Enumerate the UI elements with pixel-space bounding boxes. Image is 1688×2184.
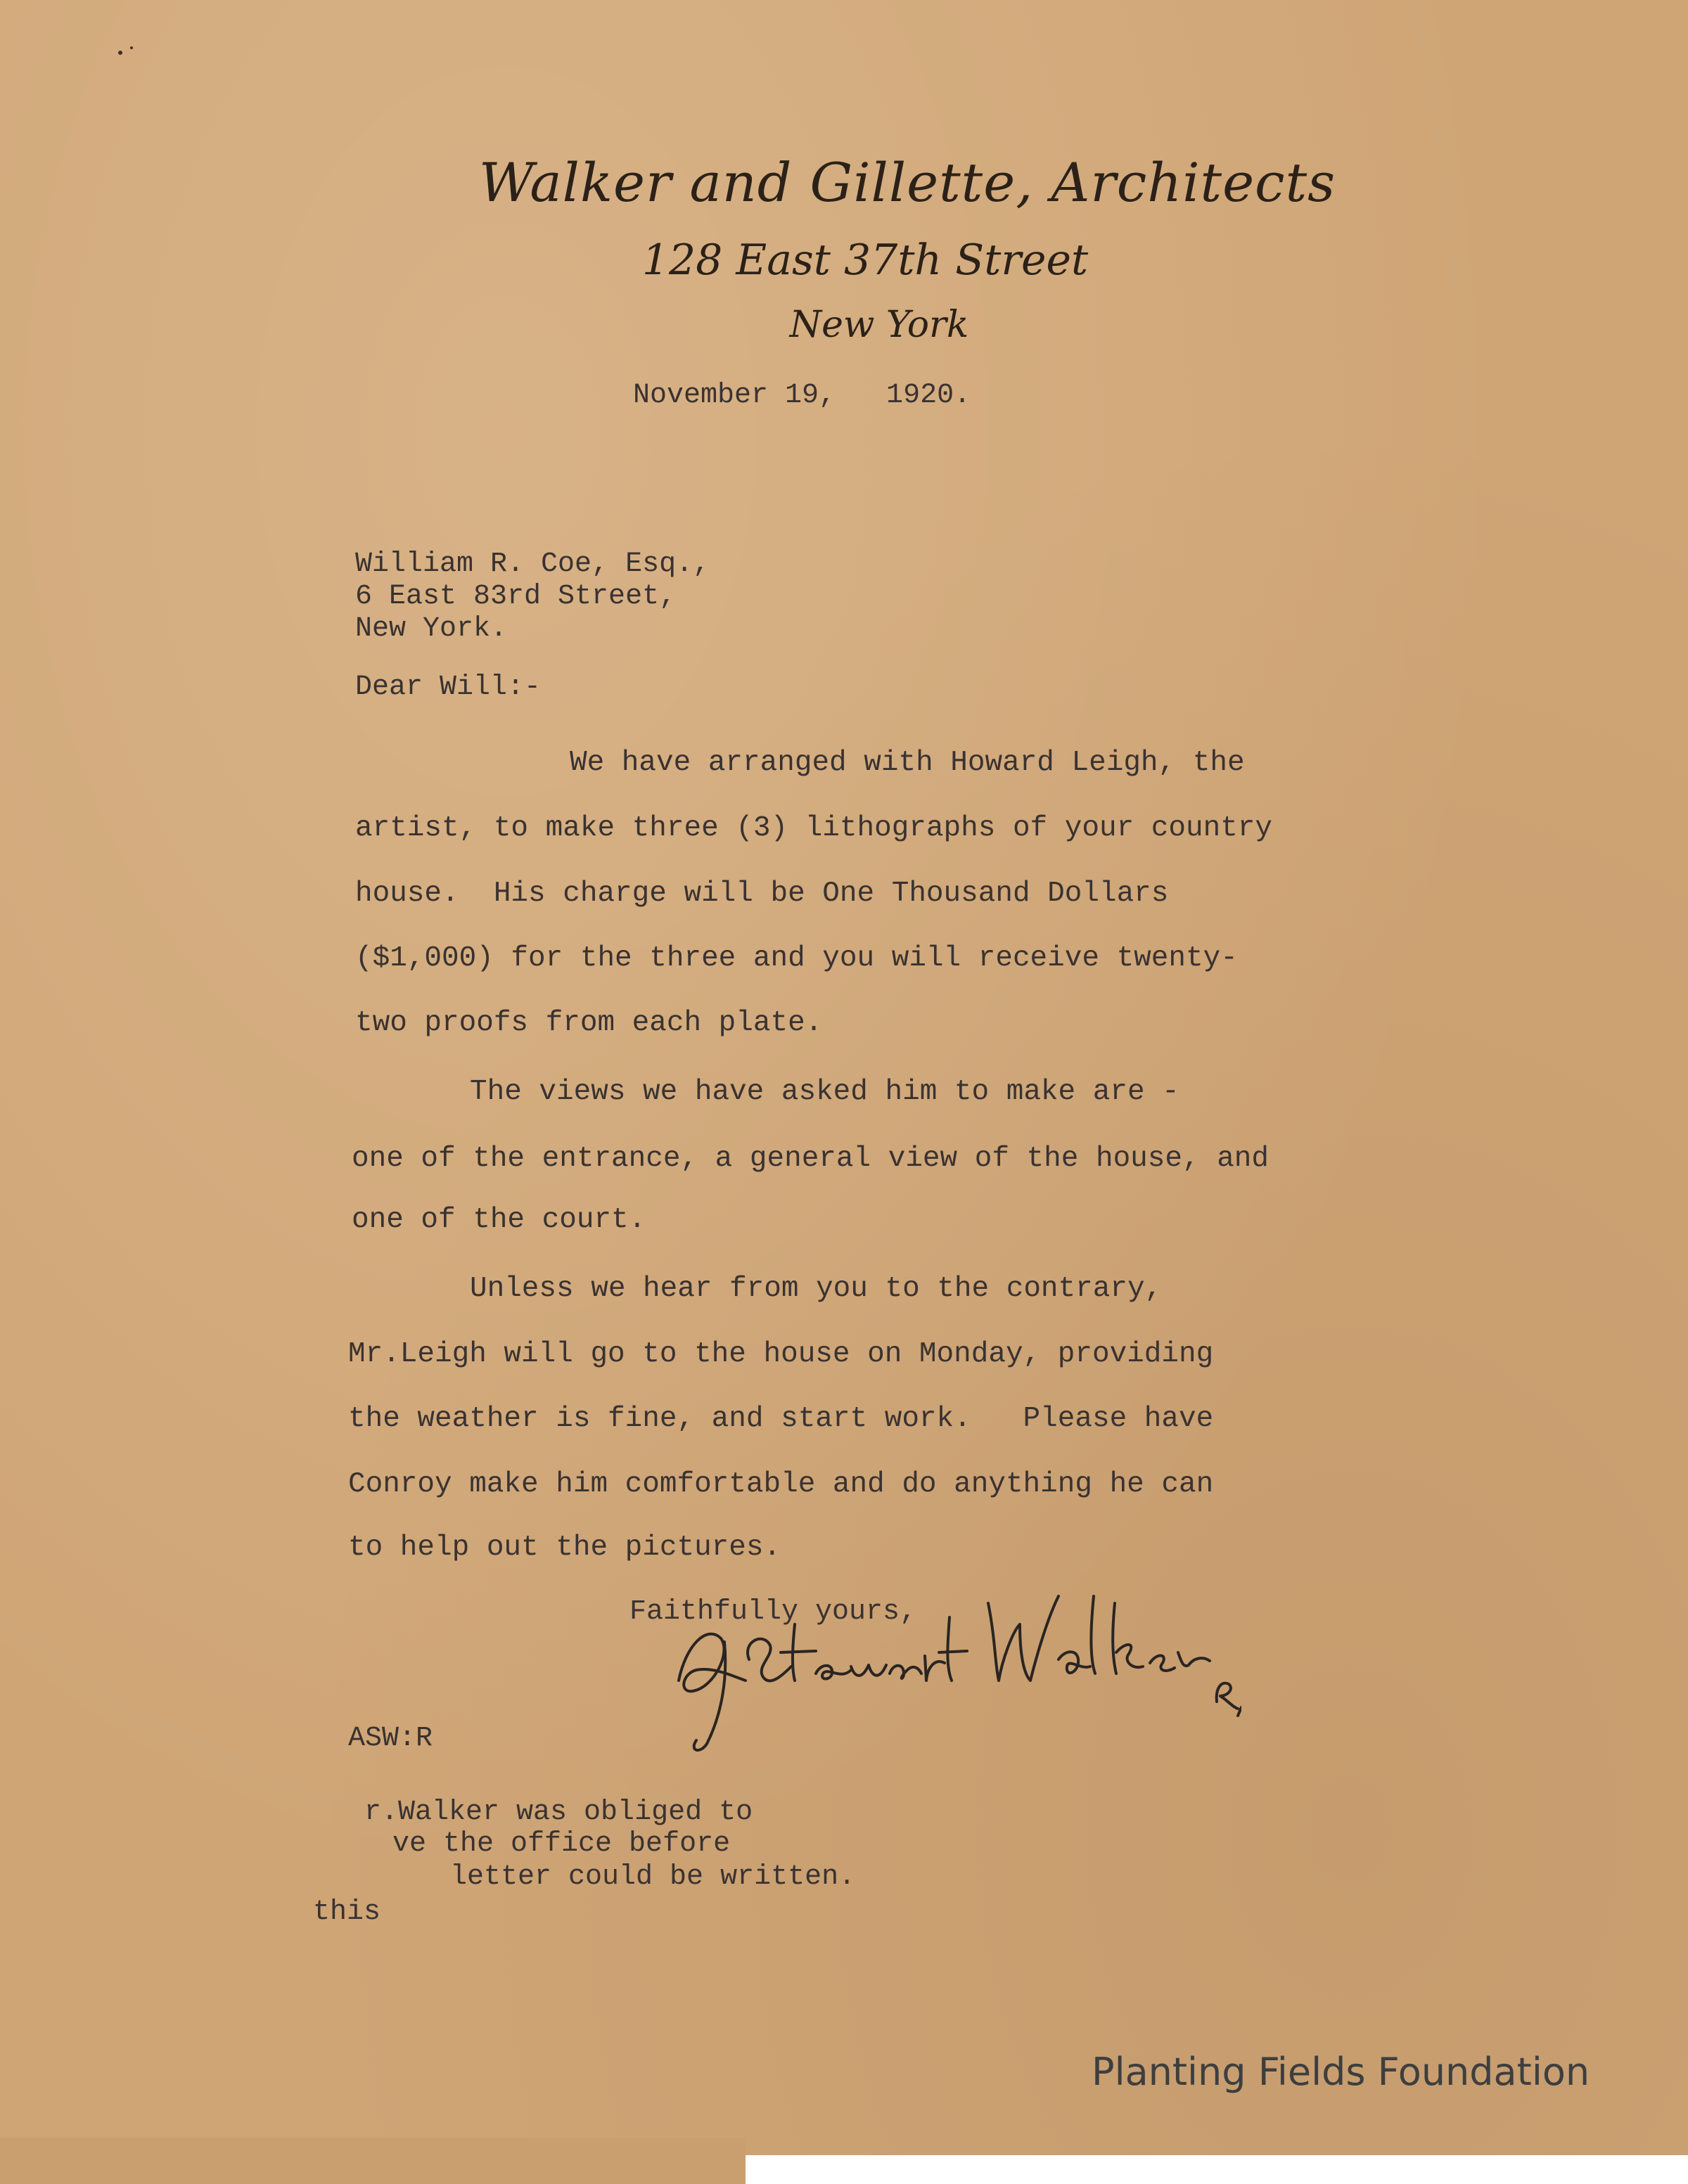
body-line: Mr.Leigh will go to the house on Monday, providing — [348, 1338, 1214, 1370]
letterhead-city: New York — [789, 304, 969, 346]
paper-speck — [118, 51, 122, 55]
body-line: Conroy make him comfortable and do anything he can — [348, 1468, 1214, 1501]
body-line: The views we have asked him to make are - — [470, 1076, 1179, 1108]
letterhead-firm: Walker and Gillette, Architects — [478, 151, 1336, 214]
typist-initials: ASW:R — [348, 1723, 433, 1754]
paper-speck — [130, 46, 133, 49]
body-line: ($1,000) for the three and you will receive twenty- — [355, 942, 1238, 975]
closing: Faithfully yours, — [629, 1596, 917, 1628]
body-line: We have arranged with Howard Leigh, the — [570, 747, 1245, 779]
letterhead-address: 128 East 37th Street — [641, 236, 1089, 285]
body-line: to help out the pictures. — [348, 1531, 781, 1564]
note-line: this — [313, 1896, 381, 1928]
recipient-name: William R. Coe, Esq., — [355, 548, 710, 580]
body-line: the weather is fine, and start work. Please have — [348, 1403, 1214, 1435]
foundation-watermark: Planting Fields Foundation — [1092, 2050, 1590, 2094]
body-line: house. His charge will be One Thousand Dollars — [355, 878, 1169, 910]
body-line: Unless we hear from you to the contrary, — [470, 1273, 1163, 1305]
body-line: one of the entrance, a general view of the house, and — [352, 1143, 1270, 1175]
salutation: Dear Will:- — [355, 672, 542, 703]
recipient-city: New York. — [355, 613, 508, 645]
note-line: r.Walker was obliged to — [364, 1797, 753, 1828]
body-line: artist, to make three (3) lithographs of your country — [355, 812, 1273, 844]
letter-date: November 19, 1920. — [633, 380, 971, 411]
body-line: two proofs from each plate. — [355, 1007, 823, 1039]
note-line: ve the office before — [392, 1828, 731, 1860]
recipient-street: 6 East 83rd Street, — [355, 581, 677, 612]
paper-edge — [0, 2138, 746, 2184]
handwritten-signature — [665, 1575, 1241, 1758]
body-line: one of the court. — [352, 1204, 646, 1236]
note-line: letter could be written. — [450, 1861, 856, 1893]
